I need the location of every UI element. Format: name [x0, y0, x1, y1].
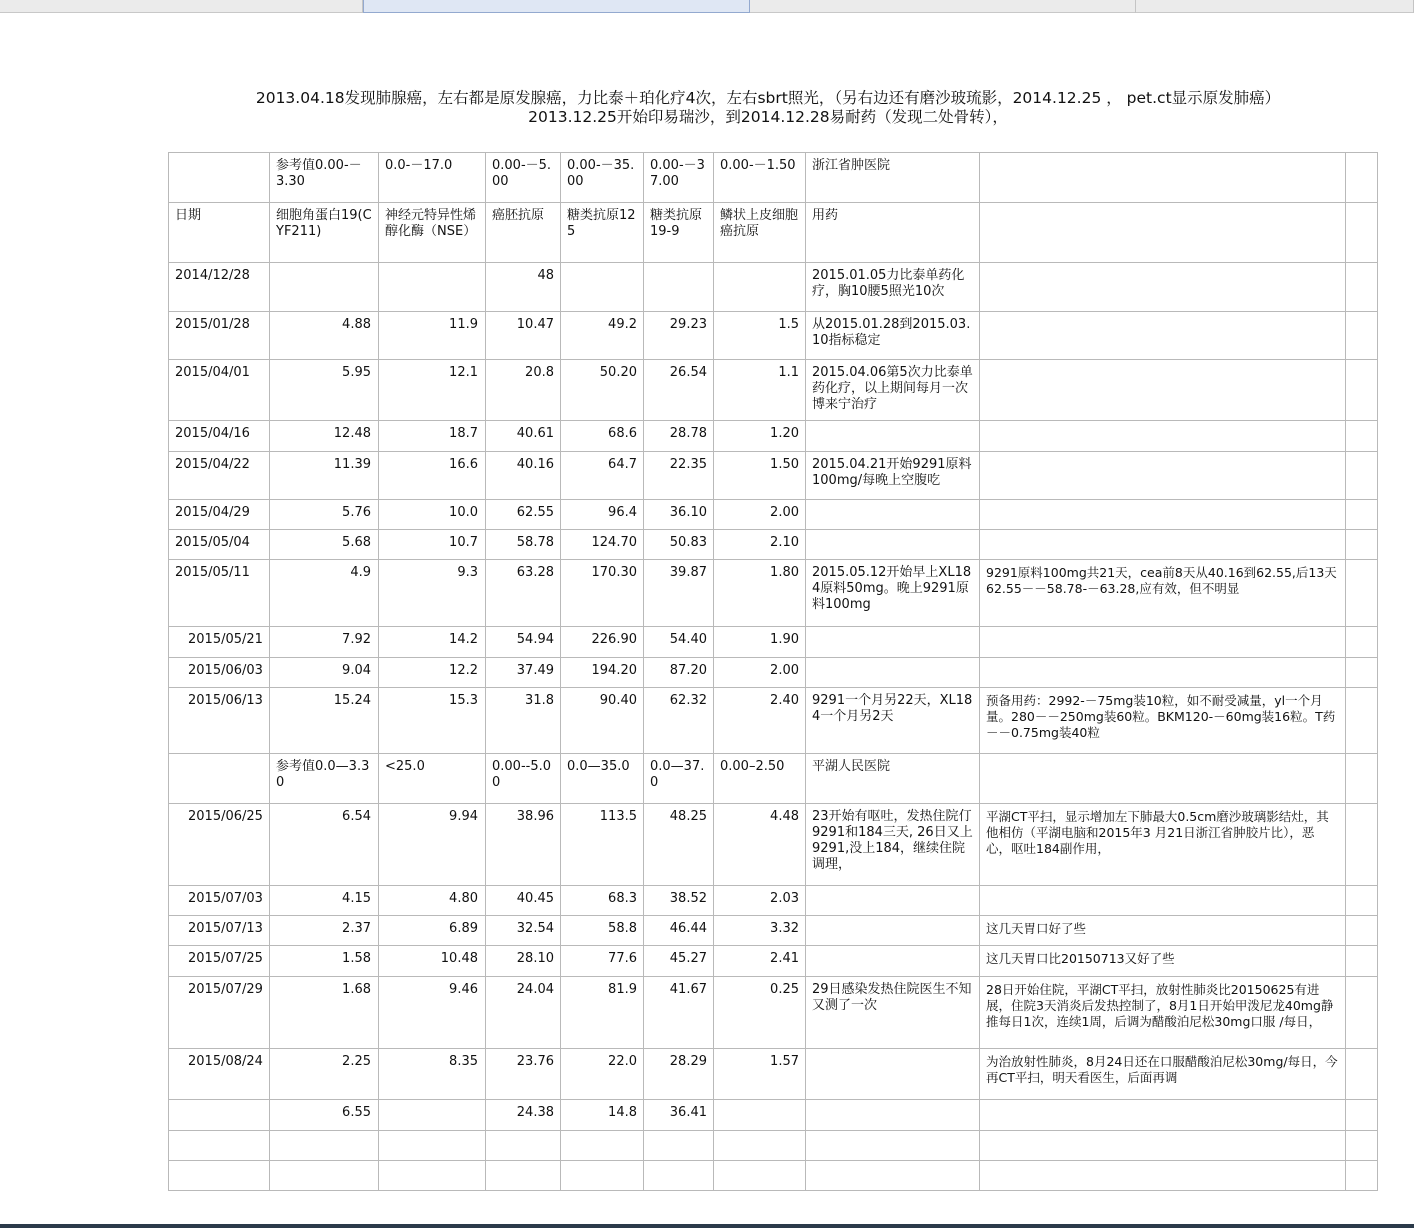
date-cell[interactable] — [169, 754, 270, 804]
date-cell[interactable]: 2014/12/28 — [169, 263, 270, 312]
value-cell[interactable]: 62.32 — [644, 688, 714, 754]
note-cell[interactable] — [1346, 977, 1378, 1049]
note-cell[interactable] — [806, 886, 980, 916]
note-cell[interactable] — [980, 754, 1346, 804]
value-cell[interactable]: 26.54 — [644, 360, 714, 421]
note-cell[interactable] — [980, 658, 1346, 688]
note-cell[interactable]: 23开始有呕吐，发热住院仃9291和184三天, 26日又上9291,没上184，继续住院调理， — [806, 804, 980, 886]
table-row — [169, 421, 1378, 452]
value-cell[interactable]: 0.00--5.00 — [486, 754, 561, 804]
date-cell[interactable] — [169, 1161, 270, 1191]
reference-row — [169, 754, 1378, 804]
note-cell[interactable] — [806, 421, 980, 452]
value-cell[interactable]: 48 — [486, 263, 561, 312]
value-cell[interactable]: 68.6 — [561, 421, 644, 452]
value-cell[interactable]: 10.48 — [379, 946, 486, 977]
note-cell[interactable] — [1346, 754, 1378, 804]
date-cell[interactable]: 2015/05/04 — [169, 530, 270, 560]
value-cell[interactable] — [379, 1100, 486, 1131]
table-row — [169, 977, 1378, 1049]
value-cell[interactable]: 32.54 — [486, 916, 561, 946]
note-cell[interactable] — [1346, 560, 1378, 627]
value-cell[interactable]: 0.00–2.50 — [714, 754, 806, 804]
note-cell[interactable] — [1346, 658, 1378, 688]
value-cell[interactable] — [714, 1161, 806, 1191]
value-cell[interactable]: 28.78 — [644, 421, 714, 452]
value-cell[interactable]: 1.57 — [714, 1049, 806, 1100]
value-cell[interactable]: 5.68 — [270, 530, 379, 560]
note-cell[interactable]: 这几天胃口比20150713又好了些 — [980, 946, 1346, 977]
value-cell[interactable]: 1.90 — [714, 627, 806, 658]
value-cell[interactable]: 41.67 — [644, 977, 714, 1049]
value-cell[interactable]: 糖类抗原125 — [561, 203, 644, 263]
date-cell[interactable]: 2015/06/03 — [169, 658, 270, 688]
value-cell[interactable]: 87.20 — [644, 658, 714, 688]
table-row — [169, 1131, 1378, 1161]
note-cell[interactable] — [1346, 804, 1378, 886]
note-cell[interactable]: 这几天胃口好了些 — [980, 916, 1346, 946]
note-cell[interactable] — [1346, 1161, 1378, 1191]
note-cell[interactable] — [980, 500, 1346, 530]
value-cell[interactable]: 40.61 — [486, 421, 561, 452]
value-cell[interactable]: 20.8 — [486, 360, 561, 421]
value-cell[interactable]: 2.40 — [714, 688, 806, 754]
value-cell[interactable]: 12.48 — [270, 421, 379, 452]
value-cell[interactable]: 9.04 — [270, 658, 379, 688]
value-cell[interactable]: 68.3 — [561, 886, 644, 916]
value-cell[interactable]: 14.8 — [561, 1100, 644, 1131]
value-cell[interactable]: 4.9 — [270, 560, 379, 627]
value-cell[interactable] — [714, 1100, 806, 1131]
value-cell[interactable]: 40.16 — [486, 452, 561, 500]
date-cell[interactable]: 2015/05/21 — [169, 627, 270, 658]
note-cell[interactable]: 9291原料100mg共21天，cea前8天从40.16到62.55,后13天62.55－－58.78-－63.28,应有效，但不明显 — [980, 560, 1346, 627]
value-cell[interactable]: 90.40 — [561, 688, 644, 754]
note-cell[interactable] — [1346, 421, 1378, 452]
value-cell[interactable] — [644, 263, 714, 312]
value-cell[interactable]: 癌胚抗原 — [486, 203, 561, 263]
value-cell[interactable]: 226.90 — [561, 627, 644, 658]
note-cell[interactable]: 浙江省肿医院 — [806, 153, 980, 203]
note-cell[interactable] — [806, 1049, 980, 1100]
value-cell[interactable]: 31.8 — [486, 688, 561, 754]
note-cell[interactable] — [1346, 1131, 1378, 1161]
value-cell[interactable]: 3.32 — [714, 916, 806, 946]
value-cell[interactable]: 64.7 — [561, 452, 644, 500]
value-cell[interactable]: 糖类抗原19-9 — [644, 203, 714, 263]
note-cell[interactable] — [806, 627, 980, 658]
value-cell[interactable] — [561, 1131, 644, 1161]
note-cell[interactable] — [980, 1161, 1346, 1191]
value-cell[interactable]: 38.96 — [486, 804, 561, 886]
value-cell[interactable]: 63.28 — [486, 560, 561, 627]
value-cell[interactable]: 2.25 — [270, 1049, 379, 1100]
value-cell[interactable]: 0.0—37.0 — [644, 754, 714, 804]
value-cell[interactable] — [379, 1161, 486, 1191]
document-heading — [180, 89, 1356, 127]
value-cell[interactable]: 6.55 — [270, 1100, 379, 1131]
table-row — [169, 1161, 1378, 1191]
note-cell[interactable] — [806, 1100, 980, 1131]
date-cell[interactable]: 2015/07/03 — [169, 886, 270, 916]
value-cell[interactable]: 22.0 — [561, 1049, 644, 1100]
date-cell[interactable]: 2015/07/29 — [169, 977, 270, 1049]
value-cell[interactable]: 23.76 — [486, 1049, 561, 1100]
value-cell[interactable]: 9.46 — [379, 977, 486, 1049]
value-cell[interactable]: 2.00 — [714, 500, 806, 530]
value-cell[interactable]: 细胞角蛋白19(CYF211) — [270, 203, 379, 263]
note-cell[interactable] — [980, 263, 1346, 312]
value-cell[interactable]: 18.7 — [379, 421, 486, 452]
value-cell[interactable]: 7.92 — [270, 627, 379, 658]
sheet-tab-1[interactable] — [0, 0, 363, 13]
date-cell[interactable]: 2015/06/13 — [169, 688, 270, 754]
value-cell[interactable]: 96.4 — [561, 500, 644, 530]
date-cell[interactable]: 2015/04/16 — [169, 421, 270, 452]
value-cell[interactable]: 11.9 — [379, 312, 486, 360]
value-cell[interactable]: 14.2 — [379, 627, 486, 658]
header-row — [169, 203, 1378, 263]
note-cell[interactable]: 为治放射性肺炎，8月24日还在口服醋酸泊尼松30mg/每日，今再CT平扫，明天看医生，后面再调 — [980, 1049, 1346, 1100]
value-cell[interactable] — [486, 1161, 561, 1191]
note-cell[interactable]: 2015.04.06第5次力比泰单药化疗，以上期间每月一次博来宁治疗 — [806, 360, 980, 421]
sheet-tab-bar — [0, 0, 1414, 13]
note-cell[interactable] — [1346, 312, 1378, 360]
note-cell[interactable] — [1346, 360, 1378, 421]
value-cell[interactable]: 2.41 — [714, 946, 806, 977]
note-cell[interactable] — [1346, 688, 1378, 754]
value-cell[interactable]: 40.45 — [486, 886, 561, 916]
value-cell[interactable]: 参考值0.0—3.30 — [270, 754, 379, 804]
note-cell[interactable] — [1346, 452, 1378, 500]
note-cell[interactable] — [1346, 916, 1378, 946]
value-cell[interactable]: 38.52 — [644, 886, 714, 916]
note-cell[interactable] — [980, 886, 1346, 916]
value-cell[interactable]: 54.94 — [486, 627, 561, 658]
value-cell[interactable]: 124.70 — [561, 530, 644, 560]
value-cell[interactable] — [561, 1161, 644, 1191]
value-cell[interactable]: 54.40 — [644, 627, 714, 658]
table-row — [169, 452, 1378, 500]
value-cell[interactable] — [486, 1131, 561, 1161]
value-cell[interactable]: 5.76 — [270, 500, 379, 530]
bottom-edge — [0, 1224, 1414, 1228]
value-cell[interactable]: 11.39 — [270, 452, 379, 500]
table-row — [169, 916, 1378, 946]
value-cell[interactable]: 神经元特异性烯醇化酶（NSE） — [379, 203, 486, 263]
note-cell[interactable] — [1346, 1100, 1378, 1131]
value-cell[interactable]: 0.00-－1.50 — [714, 153, 806, 203]
reference-row — [169, 153, 1378, 203]
value-cell[interactable]: 24.38 — [486, 1100, 561, 1131]
value-cell[interactable]: 10.7 — [379, 530, 486, 560]
value-cell[interactable]: 0.0—35.0 — [561, 754, 644, 804]
date-cell[interactable]: 2015/04/22 — [169, 452, 270, 500]
value-cell[interactable]: <25.0 — [379, 754, 486, 804]
value-cell[interactable]: 9.94 — [379, 804, 486, 886]
value-cell[interactable]: 28.29 — [644, 1049, 714, 1100]
value-cell[interactable] — [270, 1161, 379, 1191]
date-cell[interactable]: 2015/07/13 — [169, 916, 270, 946]
value-cell[interactable]: 15.24 — [270, 688, 379, 754]
value-cell[interactable]: 10.47 — [486, 312, 561, 360]
value-cell[interactable]: 4.80 — [379, 886, 486, 916]
note-cell[interactable] — [1346, 627, 1378, 658]
sheet-tab-2[interactable] — [363, 0, 750, 13]
value-cell[interactable]: 8.35 — [379, 1049, 486, 1100]
note-cell[interactable] — [980, 203, 1346, 263]
table-row — [169, 1100, 1378, 1131]
value-cell[interactable] — [379, 263, 486, 312]
heading-line-1: 2013.04.18发现肺腺癌，左右都是原发腺癌，力比泰＋珀化疗4次，左右sbrt照光，（另右边还有磨沙玻琉影，2014.12.25 ， pet.ct显示原发肺癌） — [255, 89, 1281, 107]
value-cell[interactable]: 0.0-－17.0 — [379, 153, 486, 203]
note-cell[interactable] — [806, 946, 980, 977]
value-cell[interactable]: 36.10 — [644, 500, 714, 530]
table-row — [169, 1049, 1378, 1100]
note-cell[interactable]: 9291一个月另22天，XL184一个月另2天 — [806, 688, 980, 754]
value-cell[interactable]: 0.25 — [714, 977, 806, 1049]
value-cell[interactable]: 45.27 — [644, 946, 714, 977]
date-cell[interactable]: 2015/07/25 — [169, 946, 270, 977]
note-cell[interactable]: 用药 — [806, 203, 980, 263]
value-cell[interactable]: 39.87 — [644, 560, 714, 627]
note-cell[interactable] — [806, 500, 980, 530]
note-cell[interactable] — [980, 452, 1346, 500]
value-cell[interactable]: 81.9 — [561, 977, 644, 1049]
date-cell[interactable] — [169, 1100, 270, 1131]
value-cell[interactable]: 12.2 — [379, 658, 486, 688]
value-cell[interactable]: 62.55 — [486, 500, 561, 530]
note-cell[interactable] — [1346, 500, 1378, 530]
value-cell[interactable]: 4.15 — [270, 886, 379, 916]
value-cell[interactable]: 194.20 — [561, 658, 644, 688]
note-cell[interactable]: 平湖CT平扫，显示增加左下肺最大0.5cm磨沙玻璃影结灶，其他相仿（平湖电脑和2015年3 月21日浙江省肿胶片比），恶心，呕吐184副作用， — [980, 804, 1346, 886]
value-cell[interactable]: 15.3 — [379, 688, 486, 754]
value-cell[interactable]: 50.20 — [561, 360, 644, 421]
value-cell[interactable]: 48.25 — [644, 804, 714, 886]
value-cell[interactable]: 鳞状上皮细胞癌抗原 — [714, 203, 806, 263]
note-cell[interactable] — [1346, 530, 1378, 560]
value-cell[interactable]: 1.58 — [270, 946, 379, 977]
date-cell[interactable]: 2015/08/24 — [169, 1049, 270, 1100]
value-cell[interactable]: 4.48 — [714, 804, 806, 886]
value-cell[interactable]: 参考值0.00-－3.30 — [270, 153, 379, 203]
table-row — [169, 360, 1378, 421]
date-cell[interactable]: 2015/01/28 — [169, 312, 270, 360]
note-cell[interactable] — [1346, 153, 1378, 203]
value-cell[interactable] — [644, 1131, 714, 1161]
table-row — [169, 658, 1378, 688]
note-cell[interactable] — [980, 627, 1346, 658]
value-cell[interactable]: 0.00-－5.00 — [486, 153, 561, 203]
value-cell[interactable]: 46.44 — [644, 916, 714, 946]
table-row — [169, 312, 1378, 360]
value-cell[interactable]: 5.95 — [270, 360, 379, 421]
note-cell[interactable]: 2015.04.21开始9291原料100mg/每晚上空腹吃 — [806, 452, 980, 500]
table-row — [169, 530, 1378, 560]
value-cell[interactable]: 6.54 — [270, 804, 379, 886]
value-cell[interactable]: 1.80 — [714, 560, 806, 627]
table-body — [169, 153, 1378, 1191]
note-cell[interactable] — [980, 360, 1346, 421]
value-cell[interactable]: 1.1 — [714, 360, 806, 421]
value-cell[interactable]: 12.1 — [379, 360, 486, 421]
note-cell[interactable] — [980, 153, 1346, 203]
value-cell[interactable] — [714, 1131, 806, 1161]
value-cell[interactable]: 2.37 — [270, 916, 379, 946]
note-cell[interactable] — [1346, 946, 1378, 977]
note-cell[interactable]: 2015.01.05力比泰单药化疗，胸10腰5照光10次 — [806, 263, 980, 312]
note-cell[interactable] — [1346, 263, 1378, 312]
note-cell[interactable] — [980, 421, 1346, 452]
note-cell[interactable] — [980, 312, 1346, 360]
value-cell[interactable]: 24.04 — [486, 977, 561, 1049]
date-cell[interactable] — [169, 153, 270, 203]
date-cell[interactable] — [169, 1131, 270, 1161]
value-cell[interactable]: 2.03 — [714, 886, 806, 916]
heading-line-2: 2013.12.25开始印易瑞沙，到2014.12.28易耐药（发现二处骨转）， — [528, 108, 1008, 126]
lab-results-table — [168, 152, 1378, 1191]
date-cell[interactable]: 2015/04/01 — [169, 360, 270, 421]
value-cell[interactable]: 0.00-－37.00 — [644, 153, 714, 203]
value-cell[interactable]: 1.20 — [714, 421, 806, 452]
note-cell[interactable]: 预备用药：2992-－75mg装10粒，如不耐受减量，yl一个月量。280－－250mg装60粒。BKM120-－60mg装16粒。T药－－0.75mg装40粒 — [980, 688, 1346, 754]
value-cell[interactable]: 1.5 — [714, 312, 806, 360]
value-cell[interactable] — [644, 1161, 714, 1191]
note-cell[interactable] — [806, 530, 980, 560]
sheet-tab-3[interactable] — [750, 0, 1136, 13]
value-cell[interactable] — [561, 263, 644, 312]
date-cell[interactable]: 2015/05/11 — [169, 560, 270, 627]
note-cell[interactable] — [806, 1131, 980, 1161]
value-cell[interactable]: 9.3 — [379, 560, 486, 627]
note-cell[interactable]: 平湖人民医院 — [806, 754, 980, 804]
note-cell[interactable] — [1346, 1049, 1378, 1100]
value-cell[interactable]: 10.0 — [379, 500, 486, 530]
value-cell[interactable]: 1.50 — [714, 452, 806, 500]
note-cell[interactable] — [1346, 886, 1378, 916]
value-cell[interactable]: 22.35 — [644, 452, 714, 500]
note-cell[interactable] — [806, 1161, 980, 1191]
note-cell[interactable] — [806, 916, 980, 946]
value-cell[interactable]: 2.00 — [714, 658, 806, 688]
note-cell[interactable]: 28日开始住院，平湖CT平扫，放射性肺炎比20150625有进展，住院3天消炎后发热控制了，8月1日开始甲泼尼龙40mg静推每日1次，连续1周，后调为醋酸泊尼松30mg口服 /每日， — [980, 977, 1346, 1049]
value-cell[interactable]: 4.88 — [270, 312, 379, 360]
value-cell[interactable]: 58.8 — [561, 916, 644, 946]
table-row — [169, 688, 1378, 754]
value-cell[interactable]: 0.00-－35.00 — [561, 153, 644, 203]
value-cell[interactable]: 29.23 — [644, 312, 714, 360]
date-cell[interactable]: 2015/06/25 — [169, 804, 270, 886]
value-cell[interactable]: 49.2 — [561, 312, 644, 360]
value-cell[interactable]: 58.78 — [486, 530, 561, 560]
value-cell[interactable]: 16.6 — [379, 452, 486, 500]
note-cell[interactable] — [980, 530, 1346, 560]
value-cell[interactable] — [379, 1131, 486, 1161]
note-cell[interactable]: 从2015.01.28到2015.03.10指标稳定 — [806, 312, 980, 360]
value-cell[interactable]: 1.68 — [270, 977, 379, 1049]
value-cell[interactable] — [714, 263, 806, 312]
table-row — [169, 627, 1378, 658]
sheet-tab-4[interactable] — [1136, 0, 1414, 13]
value-cell[interactable]: 77.6 — [561, 946, 644, 977]
table-row — [169, 500, 1378, 530]
value-cell[interactable]: 6.89 — [379, 916, 486, 946]
value-cell[interactable] — [270, 263, 379, 312]
date-cell[interactable]: 日期 — [169, 203, 270, 263]
value-cell[interactable]: 28.10 — [486, 946, 561, 977]
note-cell[interactable]: 2015.05.12开始早上XL184原料50mg。晚上9291原料100mg — [806, 560, 980, 627]
table-row — [169, 804, 1378, 886]
value-cell[interactable]: 113.5 — [561, 804, 644, 886]
table-row — [169, 560, 1378, 627]
note-cell[interactable] — [806, 658, 980, 688]
value-cell[interactable] — [270, 1131, 379, 1161]
note-cell[interactable] — [980, 1131, 1346, 1161]
table-row — [169, 886, 1378, 916]
note-cell[interactable] — [1346, 203, 1378, 263]
value-cell[interactable]: 37.49 — [486, 658, 561, 688]
value-cell[interactable]: 50.83 — [644, 530, 714, 560]
date-cell[interactable]: 2015/04/29 — [169, 500, 270, 530]
value-cell[interactable]: 36.41 — [644, 1100, 714, 1131]
table-row — [169, 263, 1378, 312]
note-cell[interactable] — [980, 1100, 1346, 1131]
table-row — [169, 946, 1378, 977]
value-cell[interactable]: 2.10 — [714, 530, 806, 560]
value-cell[interactable]: 170.30 — [561, 560, 644, 627]
note-cell[interactable]: 29日感染发热住院医生不知又测了一次 — [806, 977, 980, 1049]
